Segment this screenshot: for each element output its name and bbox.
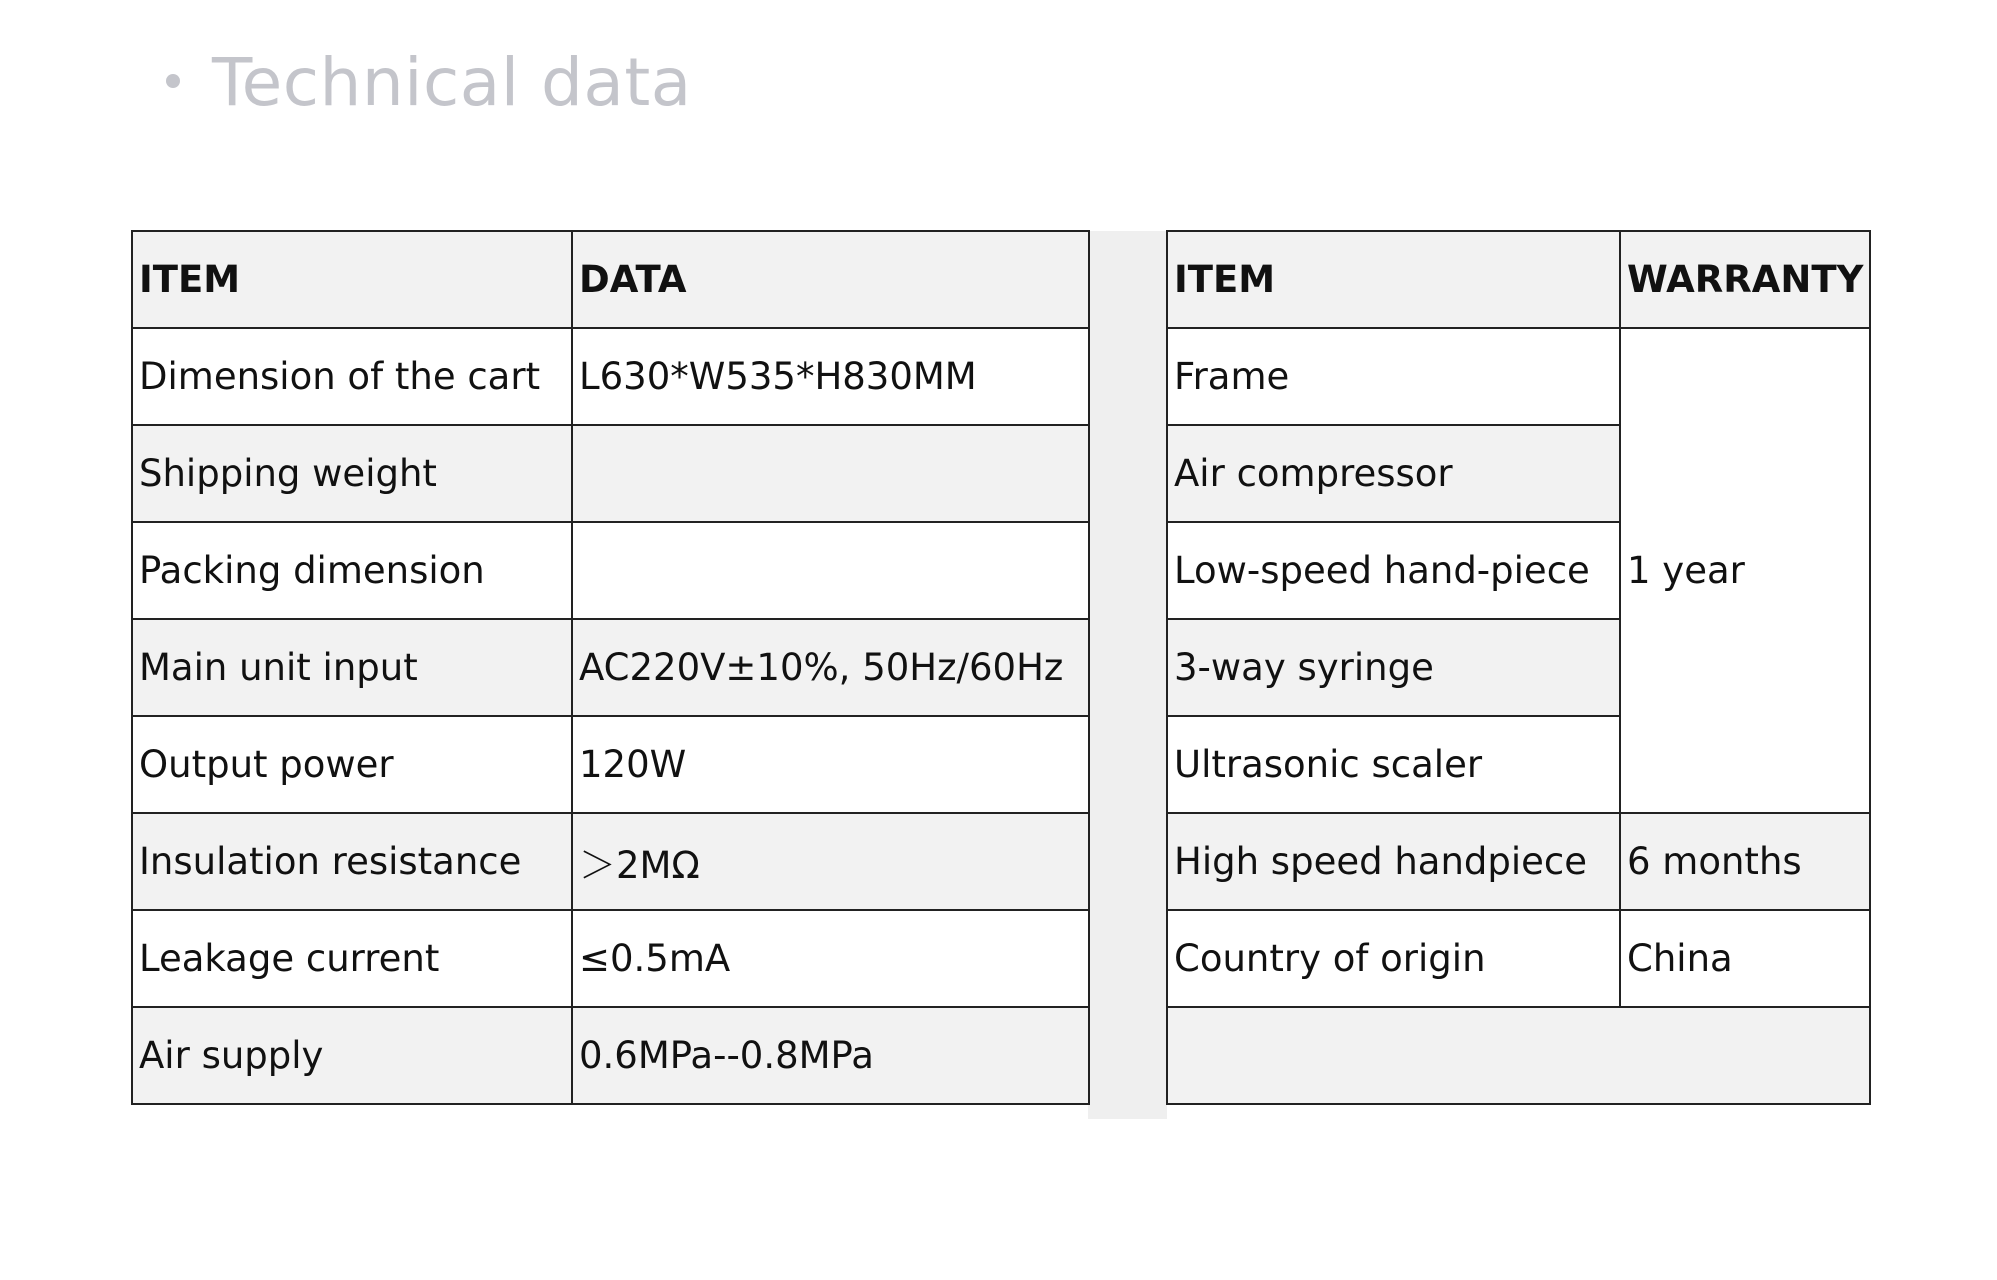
item-cell: Main unit input [132,619,572,716]
data-cell: 0.6MPa--0.8MPa [572,1007,1089,1104]
page-title: Technical data [212,44,692,121]
data-cell [572,522,1089,619]
item-cell: Insulation resistance [132,813,572,910]
data-cell [572,425,1089,522]
warranty-cell: China [1620,910,1870,1007]
data-cell: ＞2MΩ [572,813,1089,910]
header-item: ITEM [1167,231,1620,328]
item-cell: Leakage current [132,910,572,1007]
table-row [132,328,1089,425]
data-cell: ≤0.5mA [572,910,1089,1007]
item-cell: 3-way syringe [1167,619,1620,716]
data-cell: AC220V±10%, 50Hz/60Hz [572,619,1089,716]
technical-data-table [131,230,1090,1105]
header-data: DATA [572,231,1089,328]
item-cell: Ultrasonic scaler [1167,716,1620,813]
warranty-table [1166,230,1871,1105]
data-cell: L630*W535*H830MM [572,328,1089,425]
item-cell: Packing dimension [132,522,572,619]
table-row [1167,813,1870,910]
table-row [132,619,1089,716]
bullet-icon [166,74,180,88]
item-cell: Shipping weight [132,425,572,522]
item-cell: Low-speed hand-piece [1167,522,1620,619]
warranty-cell: 6 months [1620,813,1870,910]
item-cell: Frame [1167,328,1620,425]
table-row [132,813,1089,910]
table-row [1167,328,1870,425]
page-heading [166,44,692,121]
item-cell: Air supply [132,1007,572,1104]
item-cell: Air compressor [1167,425,1620,522]
table-gap-strip [1088,231,1167,1119]
table-row [132,522,1089,619]
header-warranty: WARRANTY [1620,231,1870,328]
item-cell: Country of origin [1167,910,1620,1007]
data-cell: 120W [572,716,1089,813]
table-row [132,425,1089,522]
item-cell: Output power [132,716,572,813]
table-row [1167,910,1870,1007]
table-row [132,910,1089,1007]
item-cell: High speed handpiece [1167,813,1620,910]
empty-cell [1167,1007,1870,1104]
item-cell: Dimension of the cart [132,328,572,425]
warranty-group-cell: 1 year [1620,328,1870,813]
table-header-row [132,231,1089,328]
table-header-row [1167,231,1870,328]
table-row [132,716,1089,813]
header-item: ITEM [132,231,572,328]
table-row [1167,1007,1870,1104]
table-row [132,1007,1089,1104]
